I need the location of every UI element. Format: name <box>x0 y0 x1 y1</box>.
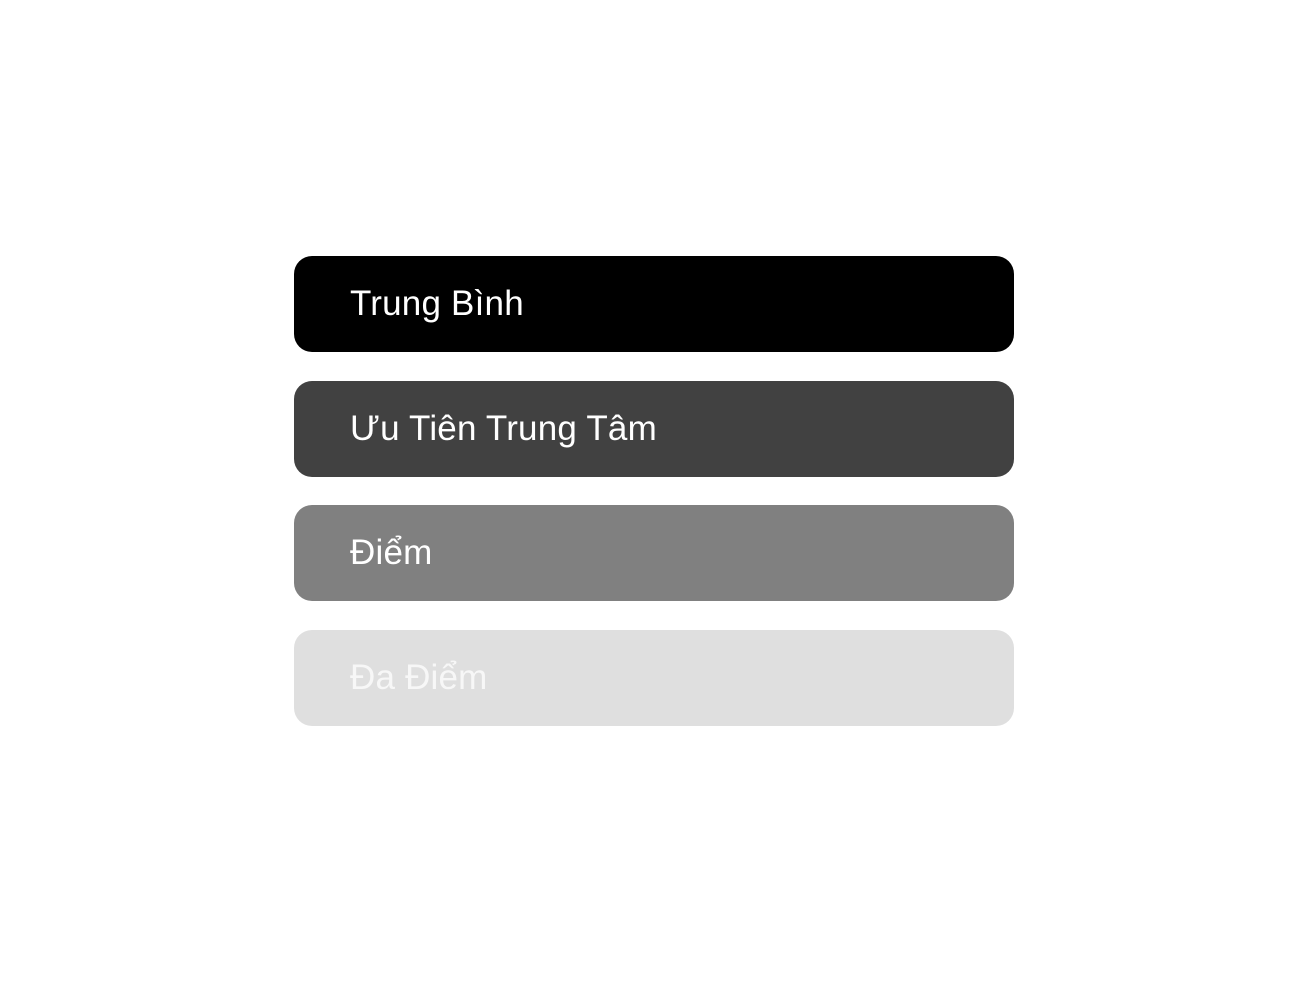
option-multi-spot-button[interactable] <box>294 630 1014 726</box>
option-average-button[interactable] <box>294 256 1014 352</box>
option-multi-spot-label: Đa Điểm <box>350 657 488 697</box>
option-spot-button[interactable] <box>294 505 1014 601</box>
option-center-weighted-label: Ưu Tiên Trung Tâm <box>350 408 657 448</box>
option-average-label: Trung Bình <box>350 284 524 323</box>
option-spot-label: Điểm <box>350 533 433 572</box>
option-center-weighted-button[interactable] <box>294 381 1014 477</box>
metering-mode-menu <box>294 256 1014 726</box>
